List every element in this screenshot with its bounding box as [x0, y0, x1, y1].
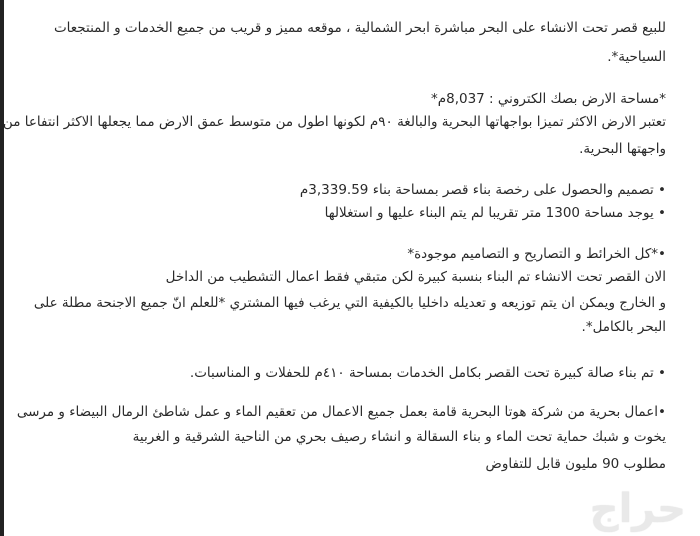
text-line: واجهتها البحرية.: [579, 141, 666, 157]
text-line: السياحية*.: [607, 49, 666, 65]
price-line: مطلوب 90 مليون قابل للتفاوض: [485, 456, 666, 472]
left-border: [0, 0, 4, 536]
bullet-item: • تصميم والحصول على رخصة بناء قصر بمساحة بناء 3,339.59م: [299, 182, 666, 198]
text-line: البحر بالكامل*.: [581, 319, 666, 335]
text-line: يخوت و شبك حماية تحت الماء و بناء السقالة و انشاء رصيف بحري من الناحية الشرقية و الغربية: [132, 429, 666, 445]
text-line: و الخارج ويمكن ان يتم توزيعه و تعديله داخليا بالكيفية التي يرغب فيها المشتري *للعلم انّ جميع الاجنحة مطلة على: [33, 295, 666, 311]
bullet-item: •*كل الخرائط و التصاريح و التصاميم موجودة*: [407, 246, 666, 262]
text-line: تعتبر الارض الاكثر تميزا بواجهاتها البحرية والبالغة ٩٠م لكونها اطول من متوسط عمق الارض مما يجعلها الاكثر انتفاعا من: [2, 114, 666, 130]
text-line: الان القصر تحت الانشاء تم البناء بنسبة كبيرة لكن متبقي فقط اعمال التشطيب من الداخل: [165, 269, 666, 285]
bullet-item: • يوجد مساحة 1300 متر تقريبا لم يتم البناء عليها و استغلالها: [324, 205, 666, 221]
bullet-item: •اعمال بحرية من شركة هوتا البحرية قامة بعمل جميع الاعمال من تعقيم الماء و عمل شاطئ الرمال البيضاء و مرسى: [16, 404, 666, 420]
bullet-item: • تم بناء صالة كبيرة تحت القصر بكامل الخدمات بمساحة ٤١٠م للحفلات و المناسبات.: [189, 365, 666, 381]
haraj-watermark-logo: حراج: [589, 486, 686, 532]
text-line: للبيع قصر تحت الانشاء على البحر مباشرة ابحر الشمالية ، موقعه مميز و قريب من جميع الخدمات و المنتجعات: [53, 20, 666, 36]
land-area-line: *مساحة الارض بصك الكتروني : 8,037م*: [431, 91, 666, 107]
